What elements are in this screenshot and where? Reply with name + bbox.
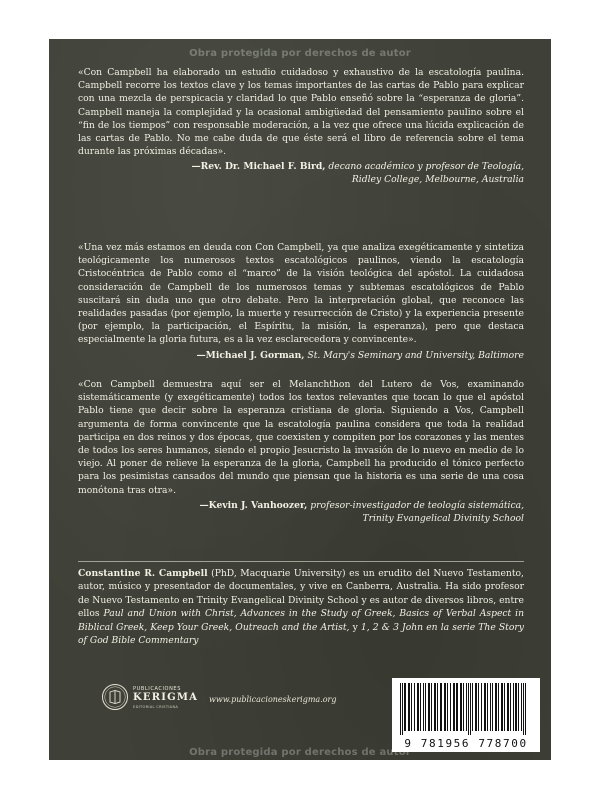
endorsement-bird <box>78 66 524 186</box>
barcode-bar <box>523 683 524 735</box>
barcode-bar <box>450 683 451 731</box>
barcode-bar <box>456 683 458 731</box>
endorsement-attribution <box>78 160 524 186</box>
barcode-bar <box>411 683 412 731</box>
barcode-bar <box>504 683 505 731</box>
endorsement-author: —Kevin J. Vanhoozer, <box>199 499 308 511</box>
publisher-url: www.publicacioneskerigma.org <box>209 695 337 704</box>
barcode-bar <box>437 683 438 731</box>
barcode-bar <box>487 683 488 731</box>
barcode-bar <box>425 683 426 731</box>
bio-text: y <box>349 621 361 633</box>
endorsement-role: decano académico y profesor de Teología, <box>328 161 524 173</box>
publisher-emblem-icon <box>101 683 129 711</box>
barcode-bar <box>490 683 491 731</box>
barcode-bar <box>440 683 442 731</box>
barcode-bar <box>515 683 517 731</box>
barcode-bar <box>495 683 497 731</box>
author-name: Constantine R. Campbell <box>78 568 208 579</box>
endorsement-affiliation: St. Mary's Seminary and University, Baltimore <box>307 349 524 361</box>
barcode-bar <box>428 683 430 731</box>
barcode-bar <box>513 683 514 731</box>
barcode-bar <box>498 683 499 731</box>
barcode-bar <box>521 683 522 731</box>
barcode-bar <box>470 683 471 735</box>
barcode-bar <box>472 683 473 731</box>
publisher-name: KERIGMA <box>133 692 199 703</box>
barcode <box>392 678 540 752</box>
endorsement-text: «Una vez más estamos en deuda con Con Campbell, ya que analiza exegéticamente y sintetiza teológicamente los numerosos textos escatológicos paulinos, viendo la escatología Cristocéntrica de Pablo como el “marco” de la visión teológica del apóstol. La cuidadosa consideración de Campbell de los numerosos temas y subtemas escatológicos de Pablo suscitará sin duda uno que otro debate. Pero la interpretación global, que reconoce las realidades pasadas (por ejemplo, la muerte y resurrección de Cristo) y la experiencia presente (por ejemplo, la participación, el Espíritu, la misión, la esperanza), pero que destaca especialmente la gloria futura, es a la vez esclarecedora y convincente». <box>78 242 524 346</box>
barcode-bar <box>501 683 503 731</box>
publisher-prefix: PUBLICACIONES <box>133 686 181 692</box>
divider <box>78 561 524 562</box>
watermark-bottom: Obra protegida por derechos de autor <box>189 747 411 758</box>
barcode-bar <box>400 683 401 735</box>
barcode-bar <box>466 683 467 731</box>
publisher-tagline: EDITORIAL CRISTIANA <box>133 705 179 709</box>
barcode-bar <box>414 683 415 731</box>
barcode-bar <box>468 683 469 735</box>
isbn-number: 9 781956 778700 <box>404 737 528 750</box>
author-bio <box>78 567 524 647</box>
barcode-bar <box>475 683 477 731</box>
barcode-bar <box>525 683 526 735</box>
endorsement-text: «Con Campbell demuestra aquí ser el Melanchthon del Lutero de Vos, examinando sistemáticamente (y exegéticamente) todos los textos relevantes que tocan lo que el apóstol Pablo tiene que decir sobre la esperanza cristiana de gloria. Siguiendo a Vos, Campbell argumenta de forma convincente que la escatología paulina considera que toda la realidad participa en dos reinos y dos épocas, que coexisten y compiten por los corazones y las mentes de todos los seres humanos, siendo el propio Jesucristo la invasión de lo nuevo en medio de lo viejo. Al poner de relieve la esperanza de la gloria, Campbell ha producido el tónico perfecto para los pesimistas cansados del mundo que piensan que la historia es una serie de una cosa monótona tras otra». <box>78 379 524 496</box>
barcode-bar <box>510 683 511 731</box>
endorsement-author: —Rev. Dr. Michael F. Bird, <box>191 161 326 173</box>
barcode-bar <box>478 683 479 731</box>
endorsement-text: «Con Campbell ha elaborado un estudio cuidadoso y exhaustivo de la escatología paulina. Campbell recorre los textos clave y los temas importantes de las cartas de Pablo para explicar con una mezcla de perspicacia y claridad lo que Pablo enseñó sobre la “esperanza de gloria”. Campbell maneja la complejidad y la ocasional ambigüedad del pensamiento paulino sobre el “fin de los tiempos” con responsable moderación, a la vez que ofrece una lúcida explicación de las cartas de Pablo. No me cabe duda de que éste será el libro de referencia sobre el tema durante las próximas décadas». <box>78 67 524 158</box>
barcode-bar <box>408 683 410 731</box>
barcode-bar <box>431 683 432 731</box>
endorsement-role: profesor-investigador de teología sistemática, <box>310 499 524 511</box>
barcode-bar <box>484 683 486 731</box>
barcode-bar <box>481 683 482 731</box>
barcode-bar <box>402 683 403 735</box>
bio-titles: 1, 2 & 3 John en la serie The Story of God Bible Commentary <box>78 621 524 647</box>
endorsement-author: —Michael J. Gorman, <box>196 349 305 361</box>
endorsement-affiliation: Ridley College, Melbourne, Australia <box>351 174 524 186</box>
bio-text: (PhD, Macquarie University) es un erudito del Nuevo Testamento, autor, músico y presentador de documentales, y vive en Canberra, Australia. Ha sido profesor de Nuevo Testamento en Trinity Evangelical Divinity School y es autor de diversos libros, entre ellos <box>78 568 524 620</box>
watermark-top: Obra protegida por derechos de autor <box>189 48 411 59</box>
barcode-bar <box>492 683 493 731</box>
barcode-bar <box>507 683 509 731</box>
back-cover <box>49 39 551 760</box>
endorsement-gorman <box>78 241 524 362</box>
bio-titles: Paul and Union with Christ, Advances in the Study of Greek, Basics of Verbal Aspect in Biblical Greek, Keep Your Greek, Outreach and the Artist, <box>78 608 524 633</box>
barcode-bar <box>434 683 436 731</box>
barcode-bar <box>404 683 406 731</box>
barcode-bar <box>518 683 519 731</box>
publisher-logo <box>101 679 221 719</box>
barcode-bar <box>423 683 424 731</box>
barcode-bar <box>460 683 462 731</box>
barcode-bar <box>417 683 419 731</box>
barcode-bar <box>444 683 446 731</box>
barcode-bars <box>398 683 534 735</box>
endorsement-attribution <box>78 499 524 525</box>
barcode-bar <box>463 683 464 731</box>
endorsement-vanhoozer <box>78 378 524 525</box>
barcode-bar <box>420 683 421 731</box>
barcode-bar <box>447 683 448 731</box>
endorsement-attribution <box>78 349 524 362</box>
endorsement-affiliation: Trinity Evangelical Divinity School <box>362 512 524 524</box>
barcode-bar <box>453 683 455 731</box>
